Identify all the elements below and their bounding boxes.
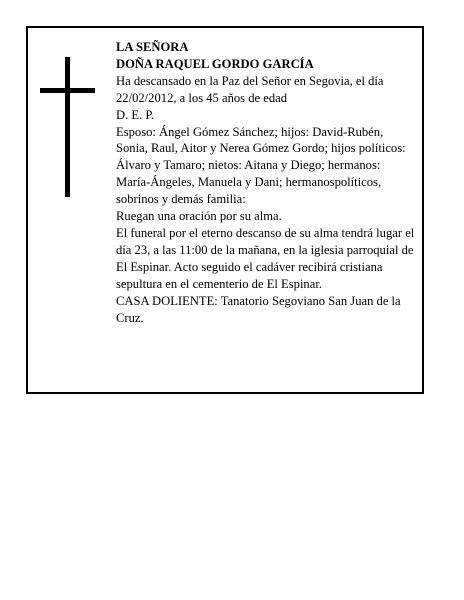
notice-title: LA SEÑORA [116, 40, 189, 54]
obituary-notice [26, 26, 424, 394]
cross-vertical-bar [65, 57, 70, 197]
deceased-name: DOÑA RAQUEL GORDO GARCÍA [116, 56, 314, 71]
mourning-house: CASA DOLIENTE: Tanatorio Segoviano San Juan de la Cruz. [116, 293, 401, 325]
death-announcement: Ha descansado en la Paz del Señor en Segovia, el día 22/02/2012, a los 45 años de edad [116, 73, 384, 105]
obituary-text [116, 39, 416, 326]
cross-icon [40, 57, 95, 197]
funeral-details: El funeral por el eterno descanso de su alma tendrá lugar el día 23, a las 11:00 de la mañana, en la iglesia parroquial de El Espinar. Acto seguido el cadáver recibirá cristiana sepultura en el cementerio de El Espinar. [116, 225, 415, 291]
cross-horizontal-bar [40, 88, 95, 93]
family-list: Esposo: Ángel Gómez Sánchez; hijos: David-Rubén, Sonia, Raul, Aitor y Nerea Gómez Gordo; hijos políticos: Álvaro y Tamaro; nietos: Aitana y Diego; hermanos: María-Ángeles, Manuela y Dani; hermanospolíticos, sobrinos y demás familia: [116, 124, 406, 207]
dep-line: D. E. P. [116, 107, 155, 122]
prayer-request: Ruegan una oración por su alma. [116, 209, 282, 224]
